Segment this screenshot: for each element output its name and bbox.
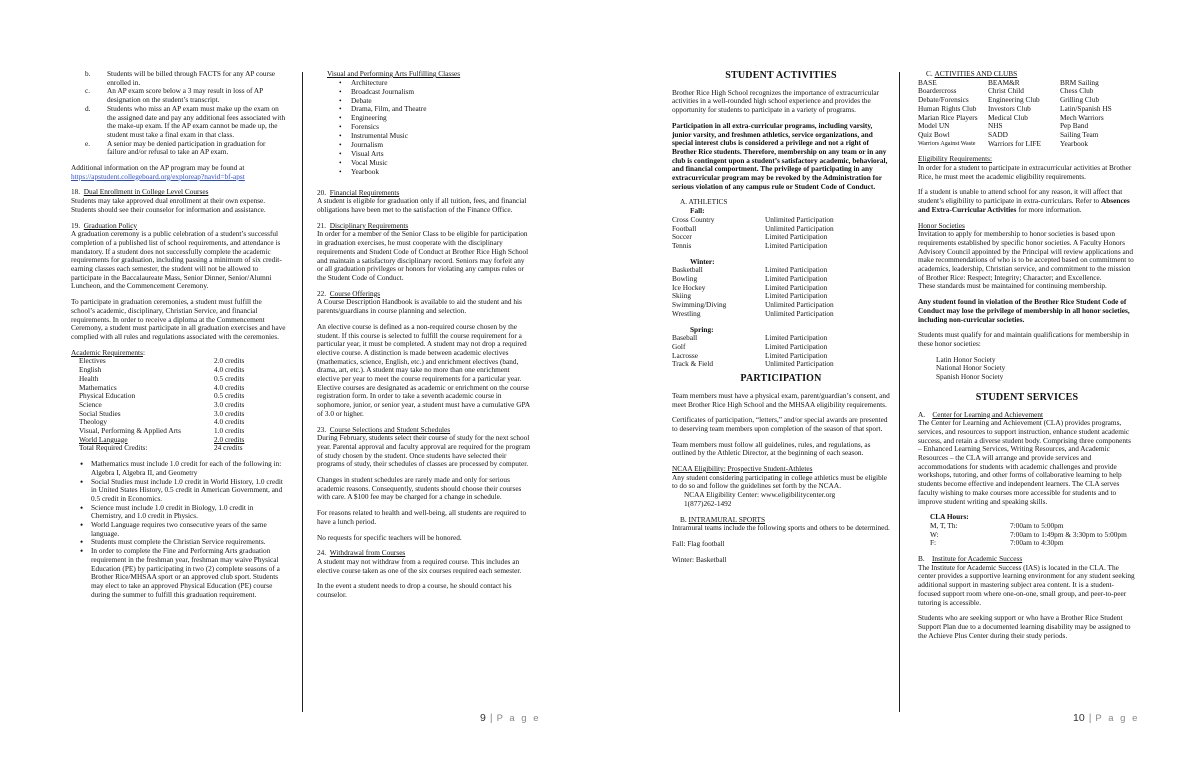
list-item: • In order to complete the Fine and Performing Arts graduation requirement in the freshman year, freshman may waive Physical Education (PE) by participating in two (2) complete seasons of a Brother Rice/MHSAA sport or an approved club sport. Students may elect to take an approved Physical Education (PE) course during the summer to fulfill this graduation requirement. [91, 547, 286, 599]
list-item: c. An AP exam score below a 3 may result in loss of AP designation on the student’s transcript. [85, 86, 263, 105]
list-item: • Vocal Music [351, 159, 532, 168]
right-column-2 [918, 70, 1136, 647]
clubs-table: BASE BEAM&R BRM Sailing Boardercross Christ Child Chess Club Debate/Forensics Engineering Club Grilling Club Human Rights Club Investors Club Latin/Spanish HS Marian Rice Players Medical Club Mech Warriors Model UN NHS Pep Band Quiz Bowl SADD Sailing Team Warriors Against Waste Warriors for LIFE Yearbook [918, 77, 1112, 148]
section-24-title: Withdrawal from Courses [329, 548, 406, 558]
athletics-label: A. ATHLETICS [680, 197, 728, 207]
list-item: • Students must complete the Christian Service requirements. [91, 538, 286, 547]
requirements-notes [71, 460, 286, 599]
list-item: • Debate [351, 97, 532, 106]
clubs-title: ACTIVITIES AND CLUBS [934, 69, 1018, 78]
right-page [610, 0, 1200, 776]
services-heading: STUDENT SERVICES [975, 391, 1079, 403]
column-divider [899, 72, 900, 712]
list-item: • Engineering [351, 114, 532, 123]
list-item: • Drama, Film, and Theatre [351, 105, 532, 114]
section-19: 19. Graduation Policy A graduation ceremony is a public celebration of a student’s successful completion of a published list of school requirements, and attendance is mandatory. If a student does not successfully complete the academic requirements for graduation, including passing a minimum of six credit-earning classes each semester, the student will not be allowed to participate in the Baccalaureate Mass, Senior Dinner, Senior/Alumni Luncheon, and the Commencement Ceremony. To participate in graduation ceremonies, a student must fulfill the school’s academic, disciplinary, Christian Service, and financial requirements. In order to receive a diploma at the Commencement Ceremony, a student must participate in all graduation exercises and have complied with all rules and regulations associated with the ceremonies. [71, 220, 286, 341]
list-item: • Broadcast Journalism [351, 88, 532, 97]
list-item: • Visual Arts [351, 150, 532, 159]
cla-section: A. Center for Learning and Achievement The Center for Learning and Achievement (CLA) provides programs, services, and resources to support instruction, enhance student academic success, and retain a diverse student body. Comprising three components – Enhanced Learning Services, Writing Resources, and Academic Resources – the CLA will arrange and provide services and accommodations for students with academic challenges and provide workshops, tutoring, and other forms of collaborative learning to help students become effective and independent learners. The CLA serves faculty wishing to make courses more accessible for students and to improve student writing and speaking skills. CLA Hours: M, T, Th: 7:00am to 5:00pm W: 7:00am to 1:49pm & 3:30pm to 5:00pm F: 7:00am to 4:30pm [918, 411, 1136, 549]
spring-sports: Baseball Limited Participation Golf Limited Participation Lacrosse Limited Participation Track & Field Unlimited Participation [672, 333, 834, 369]
section-24: 24. Withdrawal from Courses A student may not withdraw from a required course. This includes an elective course taken as one of the six courses required each semester. In the event a student needs to drop a course, he should contact his counselor. [317, 548, 522, 600]
ap-list [71, 70, 286, 157]
section-23-title: Course Selections and Student Schedules [329, 424, 451, 434]
activities-clubs: C. ACTIVITIES AND CLUBS BASE BEAM&R BRM Sailing Boardercross Christ Child Chess Club Debate/Forensics Engineering Club Grilling Club Human Rights Club Investors Club Latin/Spanish HS Marian Rice Players Medical Club Mech Warriors Model UN NHS Pep Band Quiz Bowl SADD Sailing Team Warriors Against Waste Warriors for LIFE Yearbook [918, 70, 1136, 148]
left-column-2 [317, 70, 532, 607]
section-20-title: Financial Requirements [329, 187, 400, 197]
ias-title: Institute for Academic Success [932, 554, 1023, 564]
total-value: 24 credits [214, 443, 243, 453]
intramural-sports: B. INTRAMURAL SPORTS Intramural teams include the following sports and others to be determined. Fall: Flag football Winter: Basketball [672, 514, 890, 564]
section-18-title: Dual Enrollment in College Level Courses [83, 187, 209, 197]
list-item: e. A senior may be denied participation in graduation for failure and/or refusal to take an AP exam. [85, 138, 266, 157]
requirements-title: Academic Requirements [71, 347, 143, 357]
section-22-title: Course Offerings [329, 288, 381, 298]
page-label: P a g e [1095, 713, 1140, 724]
list-item: d. Students who miss an AP exam must make up the exam on the assigned date and pay any additional fees associated with the make-up exam. If the AP exam cannot be made up, the student must take a final exam in that class. [85, 103, 286, 139]
honor-societies: Honor Societies Invitation to apply for membership to honor societies is based upon requirements established by specific honor societies. A Faculty Honors Advisory Council appointed by the Principal will review applications and make recommendations of who is to be accepted based on commitment to academics, leadership, Christian service, and commitment to the mission of Brother Rice: Respect; Integrity; Character; and Excellence. These standards must be maintained for continuing membership. Any student found in violation of the Brother Rice Student Code of Conduct may lose the privilege of membership in all honor societies, including non-curricular societies. Students must qualify for and maintain qualifications for membership in these honor societies: Latin Honor Society National Honor Society Spanish Honor Society [918, 222, 1136, 382]
fall-sports: Cross Country Unlimited Participation Football Unlimited Participation Soccer Limited Participation Tennis Limited Participation [672, 214, 834, 250]
societies-list [918, 356, 1136, 382]
section-22: 22. Course Offerings A Course Description Handbook is available to aid the student and his parents/guardians in course planning and selection. An elective course is defined as a non-required course chosen by the student. If this course is selected to fulfill the course requirement for a particular year, it must be completed. A student may not drop a required elective course. A distinction is made between academic electives (mathematics, science, English, etc.) and enrichment electives (band, drama, art, etc.). A student may take no more than one enrichment elective per year to meet the course requirements for a particular year. Elective courses are designated as academic or enrichment on the course registration form. In order to take a seventh academic course in sophomore, junior, or senior year, a student must have a cumulative GPA of 3.0 or higher. [317, 288, 530, 418]
participation-heading: PARTICIPATION [740, 373, 822, 385]
left-page [0, 0, 590, 776]
ncaa-eligibility: NCAA Eligibility: Prospective Student-Athletes Any student considering participating in college athletics must be eligible to do so and follow the guidelines set forth by the NCAA. NCAA Eligibility Center: www.eligibilitycenter.org 1(877)262-1492 [672, 465, 890, 509]
athletics: A. ATHLETICS Fall: Cross Country Unlimited Participation Football Unlimited Participation Soccer Limited Participation Tennis Limited Participation Winter: Basketball Limited Participation Bowling Limited Participation Ice Hockey Limited Participation Skiing Limited Participation Swimming/Diving Unlimited Participation Wrestling Unlimited Participation Spring: Baseball Limited Participation Golf Limited Participation Lacrosse Limited Participation Track & Field Unlimited Participation [672, 198, 890, 369]
list-item: • Architecture [351, 79, 532, 88]
list-item: • Journalism [351, 141, 532, 150]
eligibility-title: Eligibility Requirements: [918, 154, 992, 164]
list-item: National Honor Society [936, 363, 1006, 373]
total-label: Total Required Credits: [79, 443, 148, 453]
winter-sports: Basketball Limited Participation Bowling Limited Participation Ice Hockey Limited Participation Skiing Limited Participation Swimming/Diving Unlimited Participation Wrestling Unlimited Participation [672, 265, 834, 318]
hours-table: M, T, Th: 7:00am to 5:00pm W: 7:00am to 1:49pm & 3:30pm to 5:00pm F: 7:00am to 4:30pm [930, 520, 1127, 548]
list-item: • World Language requires two consecutive years of the same language. [91, 521, 286, 538]
section-21-title: Disciplinary Requirements [329, 220, 409, 230]
page-number-footer: 9 | P a g e [480, 712, 541, 724]
right-column-1: STUDENT ACTIVITIES Brother Rice High School recognizes the importance of extracurricular activities in a well-rounded high school experience and provides the opportunity for students to participate in a variety of programs. Participation in all extra-curricular programs, including varsity, junior varsity, and freshmen athletics, service organizations, and special interest clubs is considered a privilege and not a right of Brother Rice students. Therefore, membership on any team or in any club is contingent upon a student’s satisfactory academic, behavioral, and financial comportment. The privilege of participating in any extracurricular program may be revoked by the Administration for serious violation of any campus rule or Student Code of Conduct. A. ATHLETICS Fall: Cross Country Unlimited Participation Football Unlimited Participation Soccer Limited Participation Tennis Limited Participation Winter: Basketball Limited Participation Bowling Limited Participation Ice Hockey Limited Participation Skiing Limited Participation Swimming/Diving Unlimited Participation Wrestling Unlimited Participation Spring: Baseball Limited Participation Golf Limited Participation Lacrosse Limited Participation Track & Field Unlimited Participation PARTICIPATION Team members must have a physical exam, parent/guardian’s consent, and meet Brother Rice High School and the MHSAA eligibility requirements. Certificates of participation, “letters,” and/or special awards are presented to deserving team members upon completion of the season of that sport. Team members must follow all guidelines, rules, and regulations, as outlined by the Athletic Director, at the beginning of each season. NCAA Eligibility: Prospective Student-Athletes Any student considering participating in college athletics must be eligible to do so and follow the guidelines set forth by the NCAA. NCAA Eligibility Center: www.eligibilitycenter.org 1(877)262-1492 B. INTRAMURAL SPORTS Intramural teams include the following sports and others to be determined. Fall: Flag football Winter: Basketball [672, 70, 890, 564]
vpa-title: Visual and Performing Arts Fulfilling Classes [327, 69, 461, 78]
section-21: 21. Disciplinary Requirements In order for a member of the Senior Class to be eligible for participation in graduation exercises, he must cooperate with the disciplinary requirements and Student Code of Conduct at Brother Rice High School and maintain a satisfactory disciplinary record. Seniors may forfeit any or all graduation privileges or honors for violating any campus rules or the Student Code of Conduct. [317, 220, 529, 282]
ap-info-link[interactable]: https://apstudent.collegeboard.org/exploreap?navid=bf-apst [71, 171, 245, 181]
section-20: 20. Financial Requirements A student is eligible for graduation only if all tuition, fees, and financial obligations have been met to the satisfaction of the Finance Office. [317, 187, 527, 215]
academic-requirements: Academic Requirements: Electives 2.0 credits English 4.0 credits Health 0.5 credits Mathematics 4.0 credits Physical Education 0.5 credits Science 3.0 credits Social Studies 3.0 credits Theology 4.0 credits Visual, Performing & Applied Arts 1.0 credits World Language 2.0 credits Total Required Credits: 24 credits [71, 349, 286, 453]
page-number: 10 [1073, 712, 1085, 724]
list-item: • Social Studies must include 1.0 credit in World History, 1.0 credit in United States History, 0.5 credit in American Government, and 0.5 credit in Economics. [91, 478, 286, 504]
intramural-title: INTRAMURAL SPORTS [688, 514, 766, 524]
vpa-list [317, 79, 532, 177]
activities-heading: STUDENT ACTIVITIES [725, 70, 837, 81]
section-23: 23. Course Selections and Student Schedules During February, students select their course of study for the next school year. Parental approval and faculty approval are required for the program of study chosen by the student. Once students have selected their programs of study, their schedules of classes are processed by computer. Changes in student schedules are rarely made and only for serious academic reasons. Consequently, students should choose their courses with care. A $100 fee may be charged for a change in schedule. For reasons related to health and well-being, all students are required to have a lunch period. No requests for specific teachers will be honored. [317, 424, 531, 542]
list-item: • Instrumental Music [351, 132, 532, 141]
ap-info: Additional information on the AP program may be found at https://apstudent.collegeboard.org/exploreap?navid=bf-apst [71, 163, 245, 181]
column-divider [302, 72, 303, 712]
list-item: Spanish Honor Society [936, 372, 1004, 382]
left-column-1 [71, 70, 286, 605]
cla-title: Center for Learning and Achievement [932, 409, 1044, 419]
honor-title: Honor Societies [918, 220, 965, 230]
page-number-footer: 10 | P a g e [1073, 712, 1140, 724]
list-item: • Mathematics must include 1.0 credit for each of the following in: Algebra I, Algebra II, and Geometry [91, 460, 286, 477]
list-item: Latin Honor Society [936, 354, 996, 364]
list-item: b. Students will be billed through FACTS for any AP course enrolled in. [85, 69, 276, 87]
hours-title: CLA Hours: [930, 512, 969, 522]
ias-section: B. Institute for Academic Success The Institute for Academic Success (IAS) is located in the CLA. The center provides a supportive learning environment for any student seeking additional support in mastering subject area content. It is a student-focused support room where one-on-one, small group, and peer-to-peer tutoring is accessible. Students who are seeking support or who have a Brother Rice Student Support Plan due to a documented learning disability may be assigned to the Achieve Plus Center during their study periods. [918, 554, 1135, 640]
ncaa-title: NCAA Eligibility: Prospective Student-Athletes [672, 464, 813, 474]
list-item: • Yearbook [351, 168, 532, 177]
requirements-table: Electives 2.0 credits English 4.0 credits Health 0.5 credits Mathematics 4.0 credits Physical Education 0.5 credits Science 3.0 credits Social Studies 3.0 credits Theology 4.0 credits Visual, Performing & Applied Arts 1.0 credits World Language 2.0 credits Total Required Credits: 24 credits [71, 357, 281, 453]
eligibility-requirements: Eligibility Requirements: In order for a student to participate in extracurricular activities at Brother Rice, he must meet the academic eligibility requirements. If a student is unable to attend school for any reason, it will affect that student’s eligibility to participate in extra-curriculars. Refer to Absences and Extra-Curricular Activities for more information. [918, 155, 1136, 214]
page-label: P a g e [496, 713, 541, 724]
list-item: • Science must include 1.0 credit in Biology, 1.0 credit in Chemistry, and 1.0 credit in Physics. [91, 504, 286, 521]
section-18: 18. Dual Enrollment in College Level Courses Students may take approved dual enrollment at their own expense. Students should see their counselor for information and assistance. [71, 187, 266, 214]
page-number: 9 [480, 712, 486, 724]
list-item: • Forensics [351, 123, 532, 132]
section-19-title: Graduation Policy [83, 220, 138, 230]
